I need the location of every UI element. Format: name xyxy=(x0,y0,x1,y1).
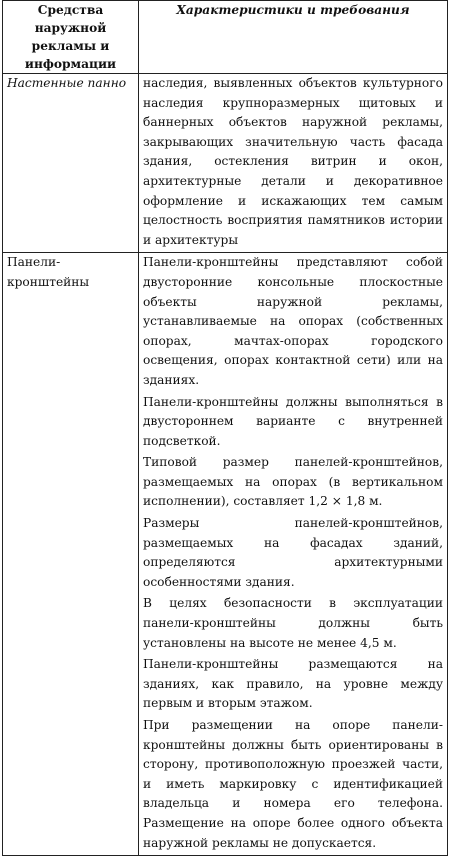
requirements-table xyxy=(2,0,448,856)
header-characteristics: Характеристики и требования xyxy=(139,1,448,74)
description-paragraph: При размещении на опоре панели-кронштейны должны быть ориентированы в сторону, противоположную проезжей части, и иметь маркировку с идентификацией владельца и номера его телефона. Размещение на опоре более одного объекта наружной рекламы не допускается. xyxy=(143,718,443,850)
description-paragraph: Панели-кронштейны представляют собой двусторонние консольные плоскостные объекты наружной рекламы, устанавливаемые на опорах (собственных опорах, мачтах-опорах городского освещения, опорах контактной сети) или на зданиях. xyxy=(143,255,443,387)
row-description xyxy=(139,74,448,253)
description-paragraph: Панели-кронштейны должны выполняться в двустороннем варианте с внутренней подсветкой. xyxy=(143,394,443,448)
description-paragraph: Размеры панелей-кронштейнов, размещаемых на фасадах зданий, определяются архитектурными особенностями здания. xyxy=(143,516,443,589)
description-paragraph: Панели-кронштейны размещаются на зданиях, как правило, на уровне между первым и вторым этажом. xyxy=(143,657,443,711)
row-name-wall-panels: Настенные панно xyxy=(3,74,139,253)
row-description xyxy=(139,253,448,856)
description-paragraph: наследия, выявленных объектов культурного наследия крупноразмерных щитовых и баннерных объектов наружной рекламы, закрывающих значительную часть фасада здания, остекления витрин и окон, архитектурные детали и декоративное оформление и искажающих тем самым целостность восприятия памятников истории и архитектуры xyxy=(143,76,443,247)
table-row xyxy=(3,74,448,253)
row-name-bracket-panels: Панели-кронштейны xyxy=(3,253,139,856)
header-means-of-advertising: Средства наружной рекламы и информации xyxy=(3,1,139,74)
description-paragraph: Типовой размер панелей-кронштейнов, размещаемых на опорах (в вертикальном исполнении), составляет 1,2 × 1,8 м. xyxy=(143,455,443,509)
table-row xyxy=(3,253,448,856)
description-paragraph: В целях безопасности в эксплуатации панели-кронштейны должны быть установлены на высоте не менее 4,5 м. xyxy=(143,596,443,650)
table-header-row xyxy=(3,1,448,74)
